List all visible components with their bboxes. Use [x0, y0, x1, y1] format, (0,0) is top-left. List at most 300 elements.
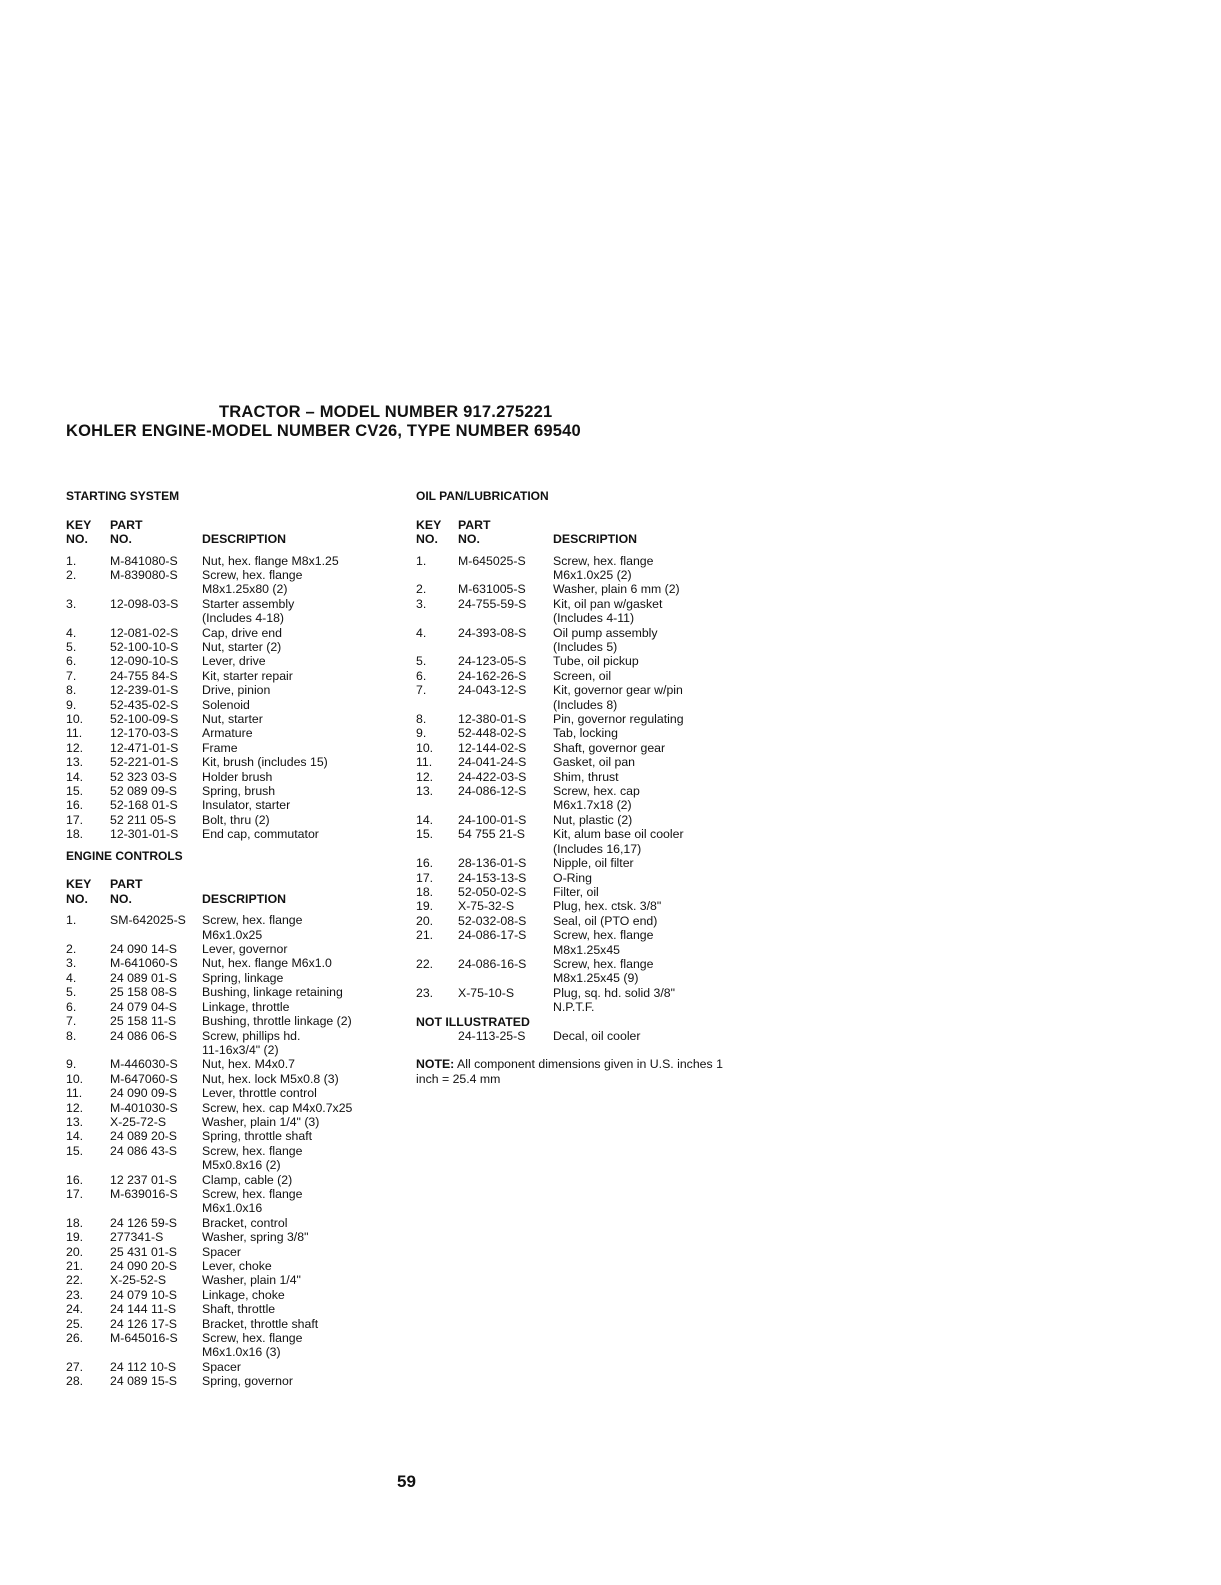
part-number: 12-380-01-S: [458, 712, 527, 727]
key-number: 4.: [66, 970, 77, 985]
table-row: [66, 1245, 396, 1259]
key-number: 12.: [66, 1100, 84, 1115]
part-description: Spring, governor: [202, 1374, 293, 1389]
table-row: [66, 1331, 396, 1360]
table-row: [66, 1317, 396, 1331]
key-number: 13.: [416, 784, 434, 799]
key-number: 19.: [416, 899, 434, 914]
part-description: Spring, linkage: [202, 970, 284, 985]
part-number: 24 112 10-S: [110, 1359, 177, 1374]
part-description: Spring, throttle shaft: [202, 1129, 313, 1144]
part-number: M-446030-S: [110, 1057, 178, 1072]
key-number: 16.: [416, 856, 434, 871]
table-row: [66, 813, 396, 827]
part-number: SM-642025-S: [110, 913, 186, 928]
header-key: KEY: [416, 517, 442, 532]
table-row: [416, 813, 756, 827]
header-no: NO.: [458, 532, 480, 547]
key-number: 10.: [416, 740, 434, 755]
table-row: [66, 827, 396, 841]
table-row: [66, 640, 396, 654]
key-number: 23.: [66, 1287, 84, 1302]
header-description: DESCRIPTION: [202, 891, 287, 906]
part-number: 24 090 09-S: [110, 1086, 178, 1101]
part-number: 24 079 10-S: [110, 1287, 178, 1302]
part-description: Shaft, governor gear: [553, 740, 666, 755]
part-number: M-645025-S: [458, 553, 526, 568]
table-row: [66, 1216, 396, 1230]
part-description: Cap, drive end: [202, 625, 282, 640]
part-number: 12-144-02-S: [458, 740, 527, 755]
table-row: [66, 1101, 396, 1115]
part-description: Linkage, choke: [202, 1287, 285, 1302]
table-row: [66, 712, 396, 726]
key-number: 21.: [66, 1259, 84, 1273]
header-no: NO.: [66, 532, 88, 547]
table-row: [66, 698, 396, 712]
key-number: 20.: [66, 1244, 84, 1259]
part-description: Screw, hex. flange: [202, 1186, 303, 1201]
part-description: Gasket, oil pan: [553, 755, 636, 770]
table-row: [66, 654, 396, 668]
part-description: Screw, hex. flange: [202, 1143, 303, 1158]
key-number: 5.: [66, 640, 77, 654]
part-description: M5x0.8x16 (2): [202, 1158, 281, 1173]
part-number: 24-422-03-S: [458, 769, 527, 784]
key-number: 8.: [66, 683, 77, 698]
key-number: 9.: [66, 697, 77, 712]
table-row: [66, 755, 396, 769]
part-description: Kit, oil pan w/gasket: [553, 596, 663, 611]
part-number: 24-755-59-S: [458, 596, 527, 611]
table-row: [66, 913, 396, 942]
key-number: 27.: [66, 1359, 84, 1374]
table-row: [416, 899, 756, 913]
part-description: M8x1.25x45: [553, 942, 620, 957]
part-number: 24-153-13-S: [458, 870, 527, 885]
key-number: 14.: [66, 769, 84, 784]
not-illustrated-title: NOT ILLUSTRATED: [416, 1014, 530, 1029]
table-row: [416, 712, 756, 726]
key-number: 9.: [416, 726, 427, 741]
part-description: Solenoid: [202, 697, 250, 712]
table-row: [66, 1144, 396, 1173]
part-description: Kit, starter repair: [202, 668, 293, 683]
part-number: 52-221-01-S: [110, 755, 179, 770]
part-description: Starter assembly: [202, 596, 295, 611]
column-header: [416, 518, 756, 547]
part-description: M6x1.0x16 (3): [202, 1345, 281, 1360]
table-row: [66, 597, 396, 626]
part-number: 12 237 01-S: [110, 1172, 178, 1187]
part-number: 24 089 01-S: [110, 970, 178, 985]
part-number: 24 086 43-S: [110, 1143, 178, 1158]
table-row: [66, 741, 396, 755]
key-number: 15.: [416, 827, 434, 842]
key-number: 3.: [66, 596, 77, 611]
key-number: 5.: [416, 654, 427, 669]
part-number: 24-123-05-S: [458, 654, 527, 669]
note-label: NOTE:: [416, 1057, 455, 1072]
key-number: 24.: [66, 1302, 84, 1317]
key-number: 2.: [66, 942, 77, 957]
table-row: [416, 871, 756, 885]
key-number: 14.: [66, 1129, 84, 1144]
part-description: Bracket, throttle shaft: [202, 1316, 319, 1331]
key-number: 1.: [66, 553, 77, 568]
starting-system-list: [66, 554, 396, 842]
oil-pan-list: [416, 554, 756, 1015]
part-number: 52-100-09-S: [110, 712, 179, 727]
part-description: Screw, phillips hd.: [202, 1028, 301, 1043]
part-description: Plug, hex. ctsk. 3/8": [553, 899, 662, 914]
table-row: [416, 885, 756, 899]
key-number: 5.: [66, 985, 77, 1000]
header-description: DESCRIPTION: [202, 532, 287, 547]
part-description: Washer, plain 1/4": [202, 1273, 301, 1288]
part-number: 52-032-08-S: [458, 913, 527, 928]
key-number: 6.: [66, 654, 77, 669]
part-description: (Includes 16,17): [553, 841, 642, 856]
note-text: All component dimensions given in U.S. inches 1 inch = 25.4 mm: [416, 1057, 723, 1086]
part-description: (Includes 4-11): [553, 611, 635, 626]
part-number: 25 158 08-S: [110, 985, 178, 1000]
table-row: [66, 568, 396, 597]
part-number: 52-168 01-S: [110, 798, 178, 813]
part-number: 24-086-16-S: [458, 956, 527, 971]
part-number: 25 431 01-S: [110, 1244, 178, 1259]
column-header: [66, 518, 396, 547]
key-number: 15.: [66, 1143, 84, 1158]
key-number: 26.: [66, 1331, 84, 1346]
table-row: [416, 654, 756, 668]
table-row: [416, 554, 756, 583]
table-row: [416, 928, 756, 957]
table-row: [416, 597, 756, 626]
part-description: Lever, governor: [202, 942, 288, 957]
key-number: 17.: [66, 812, 84, 827]
part-number: 24-086-12-S: [458, 784, 527, 799]
key-number: 4.: [66, 625, 77, 640]
part-description: Frame: [202, 740, 238, 755]
part-description: Screw, hex. flange: [202, 913, 303, 928]
part-number: 24 126 17-S: [110, 1316, 178, 1331]
table-row: [416, 582, 756, 596]
part-number: 52-050-02-S: [458, 884, 527, 899]
part-number: 25 158 11-S: [110, 1014, 177, 1029]
table-row: [66, 554, 396, 568]
table-row: [66, 1374, 396, 1388]
part-number: M-631005-S: [458, 582, 526, 597]
part-number: 24-043-12-S: [458, 683, 527, 698]
part-description: Lever, throttle control: [202, 1086, 317, 1101]
part-number: 12-098-03-S: [110, 596, 179, 611]
part-description: Plug, sq. hd. solid 3/8": [553, 985, 675, 1000]
table-row: [416, 986, 756, 1015]
table-row: [416, 827, 756, 856]
table-row: [66, 726, 396, 740]
table-row: [416, 770, 756, 784]
part-number: 52 089 09-S: [110, 784, 178, 799]
part-number: 52-100-10-S: [110, 640, 179, 654]
part-description: M8x1.25x45 (9): [553, 971, 639, 986]
key-number: 10.: [66, 1071, 84, 1086]
part-description: Nipple, oil filter: [553, 856, 634, 871]
header-no: NO.: [416, 532, 438, 547]
part-number: 24-162-26-S: [458, 668, 527, 683]
part-description: Clamp, cable (2): [202, 1172, 293, 1187]
not-illustrated-row: [416, 1029, 756, 1043]
part-number: 12-081-02-S: [110, 625, 179, 640]
engine-controls-list: [66, 913, 396, 1388]
part-description: Washer, spring 3/8": [202, 1230, 309, 1245]
table-row: [66, 1014, 396, 1028]
part-number: M-641060-S: [110, 956, 178, 971]
key-number: 17.: [416, 870, 434, 885]
table-row: [66, 1129, 396, 1143]
key-number: 10.: [66, 712, 84, 727]
key-number: 23.: [416, 985, 434, 1000]
part-description: N.P.T.F.: [553, 1000, 595, 1015]
header-key: KEY: [66, 517, 92, 532]
table-row: [66, 942, 396, 956]
key-number: 11.: [66, 1086, 83, 1101]
table-row: [66, 1230, 396, 1244]
header-key: KEY: [66, 877, 92, 892]
table-row: [416, 784, 756, 813]
table-row: [66, 1173, 396, 1187]
key-number: 16.: [66, 1172, 84, 1187]
table-row: [66, 1360, 396, 1374]
page-subtitle: KOHLER ENGINE-MODEL NUMBER CV26, TYPE NUMBER 69540: [66, 422, 581, 440]
key-number: 17.: [66, 1186, 84, 1201]
table-row: [66, 626, 396, 640]
part-number: M-647060-S: [110, 1071, 178, 1086]
key-number: 22.: [66, 1273, 84, 1288]
key-number: 4.: [416, 625, 427, 640]
section-title-oil-pan: OIL PAN/LUBRICATION: [416, 489, 549, 503]
part-number: 24 089 15-S: [110, 1374, 178, 1389]
key-number: 9.: [66, 1057, 77, 1072]
table-row: [66, 1187, 396, 1216]
part-description: Washer, plain 1/4" (3): [202, 1114, 320, 1129]
part-number: X-75-32-S: [458, 899, 515, 914]
part-description: Screw, hex. cap M4x0.7x25: [202, 1100, 353, 1115]
key-number: 19.: [66, 1230, 84, 1245]
part-description: Nut, starter (2): [202, 640, 282, 654]
key-number: 18.: [416, 884, 434, 899]
table-row: [66, 1115, 396, 1129]
header-part: PART: [110, 517, 143, 532]
part-description: Bushing, linkage retaining: [202, 985, 343, 1000]
part-description: Screw, hex. flange: [553, 553, 654, 568]
note: [416, 1057, 746, 1086]
key-number: 1.: [66, 913, 77, 928]
table-row: [416, 726, 756, 740]
part-number: 52-435-02-S: [110, 697, 179, 712]
part-number: 24-113-25-S: [458, 1028, 526, 1043]
key-number: 28.: [66, 1374, 84, 1389]
part-description: Armature: [202, 726, 253, 741]
part-description: Nut, plastic (2): [553, 812, 633, 827]
part-description: Pin, governor regulating: [553, 712, 684, 727]
part-description: Bolt, thru (2): [202, 812, 270, 827]
key-number: 8.: [416, 712, 427, 727]
table-row: [416, 741, 756, 755]
table-row: [416, 669, 756, 683]
part-description: Bushing, throttle linkage (2): [202, 1014, 352, 1029]
part-description: Nut, hex. flange M8x1.25: [202, 553, 339, 568]
part-number: X-25-72-S: [110, 1114, 167, 1129]
part-description: Insulator, starter: [202, 798, 291, 813]
part-description: Tube, oil pickup: [553, 654, 639, 669]
section-title-starting-system: STARTING SYSTEM: [66, 489, 180, 503]
key-number: 12.: [416, 769, 434, 784]
table-row: [416, 683, 756, 712]
part-number: 12-301-01-S: [110, 827, 179, 842]
part-description: Screen, oil: [553, 668, 612, 683]
part-number: M-401030-S: [110, 1100, 178, 1115]
part-description: M6x1.0x16: [202, 1201, 263, 1216]
part-number: X-75-10-S: [458, 985, 515, 1000]
left-column: [66, 489, 396, 1389]
part-description: Kit, governor gear w/pin: [553, 683, 683, 698]
part-description: O-Ring: [553, 870, 592, 885]
part-number: 24 079 04-S: [110, 999, 178, 1014]
page-number: 59: [397, 1472, 416, 1491]
key-number: 13.: [66, 755, 84, 770]
part-number: 24 126 59-S: [110, 1215, 178, 1230]
table-row: [66, 770, 396, 784]
table-row: [66, 798, 396, 812]
part-description: Shim, thrust: [553, 769, 619, 784]
part-description: Lever, drive: [202, 654, 266, 669]
part-number: 28-136-01-S: [458, 856, 527, 871]
header-part: PART: [110, 877, 143, 892]
key-number: 25.: [66, 1316, 84, 1331]
part-description: Tab, locking: [553, 726, 618, 741]
part-number: 24 144 11-S: [110, 1302, 177, 1317]
table-row: [66, 1072, 396, 1086]
part-description: M8x1.25x80 (2): [202, 582, 288, 597]
key-number: 13.: [66, 1114, 84, 1129]
table-row: [66, 1029, 396, 1058]
table-row: [416, 914, 756, 928]
key-number: 18.: [66, 1215, 84, 1230]
key-number: 7.: [66, 1014, 77, 1029]
part-description: Screw, hex. flange: [553, 956, 654, 971]
part-number: 12-239-01-S: [110, 683, 179, 698]
part-number: 12-170-03-S: [110, 726, 179, 741]
part-description: Filter, oil: [553, 884, 599, 899]
right-column: [416, 489, 756, 1086]
part-number: 54 755 21-S: [458, 827, 526, 842]
part-description: Nut, hex. M4x0.7: [202, 1057, 295, 1072]
table-row: [66, 1000, 396, 1014]
table-row: [66, 1273, 396, 1287]
part-number: 24-041-24-S: [458, 755, 527, 770]
part-number: 52 211 05-S: [110, 812, 177, 827]
key-number: 12.: [66, 740, 84, 755]
part-description: Screw, hex. cap: [553, 784, 640, 799]
part-number: 12-090-10-S: [110, 654, 179, 669]
table-row: [66, 784, 396, 798]
header-no: NO.: [66, 891, 88, 906]
table-row: [66, 669, 396, 683]
header-description: DESCRIPTION: [553, 532, 638, 547]
page-title: TRACTOR – MODEL NUMBER 917.275221: [219, 403, 553, 421]
part-description: Kit, alum base oil cooler: [553, 827, 684, 842]
section-title-engine-controls: ENGINE CONTROLS: [66, 848, 183, 863]
key-number: 7.: [416, 683, 427, 698]
part-description: (Includes 5): [553, 640, 618, 654]
key-number: 2.: [416, 582, 427, 597]
key-number: 18.: [66, 827, 84, 842]
key-number: 1.: [416, 553, 427, 568]
part-description: (Includes 8): [553, 697, 618, 712]
key-number: 14.: [416, 812, 434, 827]
part-description: Spring, brush: [202, 784, 276, 799]
key-number: 16.: [66, 798, 84, 813]
table-row: [416, 755, 756, 769]
part-number: M-639016-S: [110, 1186, 178, 1201]
key-number: 8.: [66, 1028, 77, 1043]
table-row: [416, 856, 756, 870]
part-number: M-841080-S: [110, 553, 178, 568]
table-row: [66, 985, 396, 999]
part-description: Washer, plain 6 mm (2): [553, 582, 680, 597]
part-number: M-839080-S: [110, 567, 178, 582]
part-description: Screw, hex. flange: [553, 928, 654, 943]
key-number: 7.: [66, 668, 77, 683]
table-row: [66, 1288, 396, 1302]
part-description: Nut, hex. lock M5x0.8 (3): [202, 1071, 339, 1086]
part-description: M6x1.7x18 (2): [553, 798, 632, 813]
part-number: 24-100-01-S: [458, 812, 527, 827]
part-description: Lever, choke: [202, 1259, 272, 1273]
part-number: 24 090 14-S: [110, 942, 178, 957]
table-row: [66, 1057, 396, 1071]
table-row: [66, 956, 396, 970]
part-description: Kit, brush (includes 15): [202, 755, 328, 770]
part-number: M-645016-S: [110, 1331, 178, 1346]
part-number: 24-393-08-S: [458, 625, 527, 640]
part-number: 277341-S: [110, 1230, 164, 1245]
part-description: Holder brush: [202, 769, 273, 784]
key-number: 15.: [66, 784, 84, 799]
header-no: NO.: [110, 532, 132, 547]
part-description: Nut, starter: [202, 712, 263, 727]
key-number: 6.: [66, 999, 77, 1014]
part-number: 52 323 03-S: [110, 769, 178, 784]
table-row: [66, 1302, 396, 1316]
part-number: 12-471-01-S: [110, 740, 179, 755]
key-number: 11.: [66, 726, 83, 741]
part-description: Screw, hex. flange: [202, 1331, 303, 1346]
key-number: 21.: [416, 928, 434, 943]
part-number: 52-448-02-S: [458, 726, 527, 741]
part-description: Linkage, throttle: [202, 999, 290, 1014]
table-row: [66, 971, 396, 985]
table-row: [66, 1086, 396, 1100]
part-number: 24-755 84-S: [110, 668, 178, 683]
key-number: 6.: [416, 668, 427, 683]
part-description: 11-16x3/4" (2): [202, 1042, 279, 1057]
part-description: M6x1.0x25 (2): [553, 567, 632, 582]
table-row: [416, 626, 756, 655]
table-row: [66, 1259, 396, 1273]
part-description: Decal, oil cooler: [553, 1028, 641, 1043]
